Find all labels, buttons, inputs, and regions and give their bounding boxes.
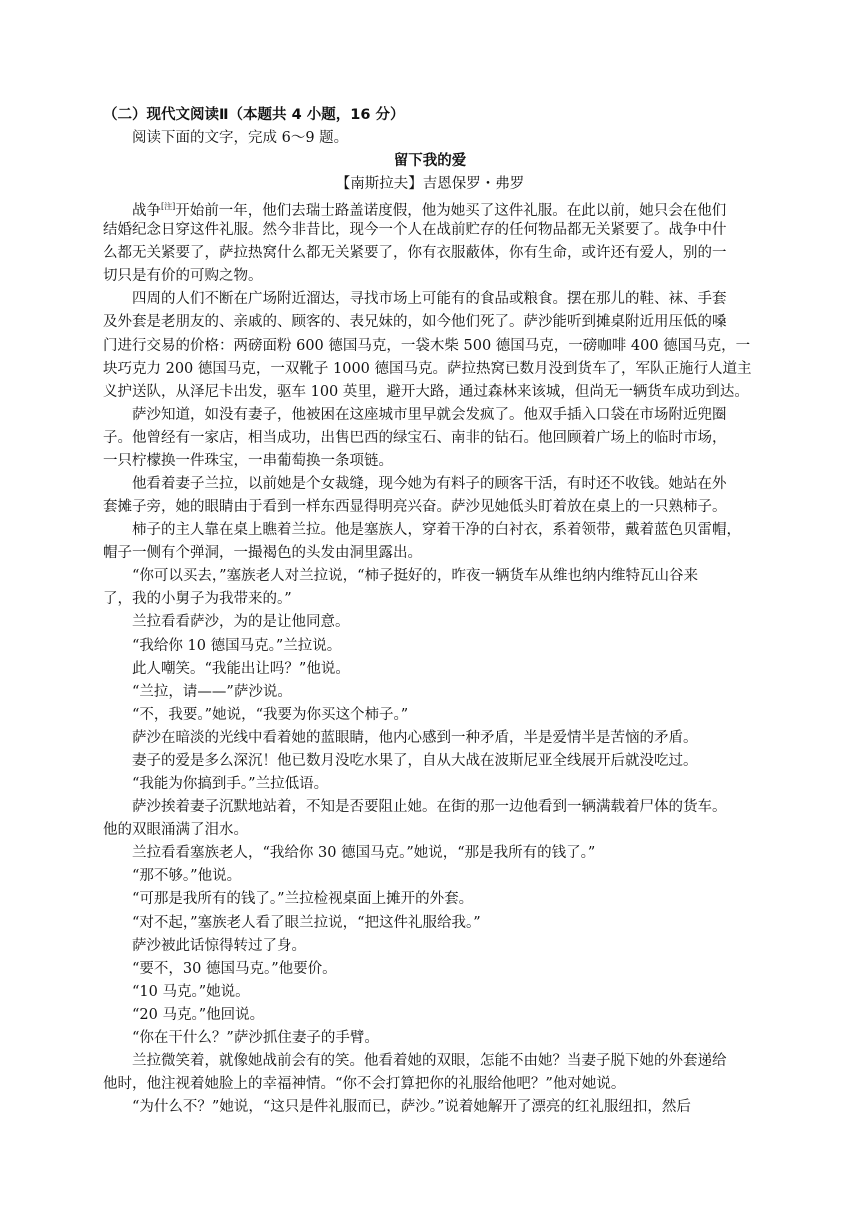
line-text: 兰拉微笑着，就像她战前会有的笑。他看着她的双眼，怎能不由她？当妻子脱下她的外套递给 — [132, 1053, 727, 1069]
line-text: “那不够。”他说。 — [132, 868, 242, 885]
line-text: 他时，他注视着她脸上的幸福神情。“你不会打算把你的礼服给他吧？”他对她说。 — [103, 1076, 626, 1092]
paragraph-line — [132, 888, 860, 910]
line-text: 四周的人们不断在广场附近溜达，寻找市场上可能有的食品或粮食。摆在那儿的鞋、袜、手套 — [132, 291, 727, 308]
section-instruction: 阅读下面的文字，完成 6～9 题。 — [132, 130, 349, 146]
paragraph-line — [103, 265, 860, 287]
paragraph-line — [132, 958, 860, 980]
paragraph-line — [103, 1073, 860, 1095]
line-text: 结婚纪念日穿这件礼服。然今非昔比，现今一个人在战前贮存的任何物品都无关紧要了。战争中什 — [103, 222, 727, 239]
paragraph-line — [132, 796, 860, 818]
section-heading: （二）现代文阅读Ⅱ（本题共 4 小题，16 分） — [103, 107, 405, 123]
paragraph-line — [103, 311, 860, 333]
paragraph-line — [132, 196, 860, 222]
paragraph-line — [103, 496, 860, 518]
paragraph-line — [132, 565, 860, 587]
footnote-mark: [注] — [161, 202, 176, 211]
line-text: “20 马克。”他回说。 — [132, 1006, 265, 1023]
line-text: 兰拉看看塞族老人，“我给你 30 德国马克。”她说，“那是我所有的钱了。” — [132, 845, 596, 862]
paragraph-line — [103, 358, 860, 380]
line-text: 子。他曾经有一家店，相当成功，出售巴西的绿宝石、南非的钻石。他回顾着广场上的临时市场， — [103, 429, 727, 446]
paragraph-line — [103, 381, 860, 403]
line-text: 妻子的爱是多么深沉！他已数月没吃水果了，自从大战在波斯尼亚全线展开后就没吃过。 — [132, 752, 698, 769]
paragraph-line — [132, 773, 860, 795]
line-text: 一只柠檬换一件珠宝，一串葡萄换一条项链。 — [103, 452, 393, 469]
line-text: 开始前一年，他们去瑞士路盖诺度假，他为她买了这件礼服。在此以前，她只会在他们 — [175, 203, 727, 219]
story-title: 留下我的爱 — [393, 152, 467, 169]
paragraph-line — [132, 842, 860, 864]
paragraph-line — [132, 981, 860, 1003]
line-text: 此人嘲笑。“我能出让吗？”他说。 — [132, 660, 350, 677]
paragraph-line — [132, 704, 860, 726]
paragraph-line — [132, 865, 860, 887]
line-text: “为什么不？”她说，“这只是件礼服而已，萨沙。”说着她解开了漂亮的红礼服纽扣，然后 — [132, 1099, 691, 1116]
line-text: “要不，30 德国马克。”他要价。 — [132, 960, 337, 977]
line-text: “兰拉，请——”萨沙说。 — [132, 683, 292, 700]
line-text: 义护送队，从泽尼卡出发，驱车 100 英里，避开大路，通过森林来该城，但尚无一辆货车成功到达。 — [103, 383, 749, 400]
paragraph-line — [103, 335, 860, 357]
paragraph-line — [103, 542, 860, 564]
paragraph-line — [132, 519, 860, 541]
line-text: 帽子一侧有个弹洞，一撮褐色的头发由洞里露出。 — [103, 545, 422, 562]
paragraph-line — [103, 450, 860, 472]
paragraph-line — [103, 242, 860, 264]
line-text: 门进行交易的价格：两磅面粉 600 德国马克，一袋木柴 500 德国马克，一磅咖啡 400 德国马克，一 — [103, 337, 751, 354]
paragraph-line — [132, 1096, 860, 1118]
paragraph-line — [103, 588, 860, 610]
line-text: 他的双眼涌满了泪水。 — [103, 822, 248, 839]
line-text: 兰拉看看萨沙，为的是让他同意。 — [132, 614, 350, 631]
line-text: “我给你 10 德国马克。”兰拉说。 — [132, 637, 342, 654]
line-text: 么都无关紧要了，萨拉热窝什么都无关紧要了，你有衣服蔽体，你有生命，或许还有爱人，别的一 — [103, 245, 727, 262]
paragraph-line — [132, 727, 860, 749]
paragraph-line — [132, 473, 860, 495]
paragraph-line — [132, 681, 860, 703]
paragraph-line — [132, 611, 860, 633]
line-text: “10 马克。”她说。 — [132, 983, 250, 1000]
line-text: “不，我要。”她说，“我要为你买这个柿子。” — [132, 706, 409, 723]
line-text: “对不起，”塞族老人看了眼兰拉说，“把这件礼服给我。” — [132, 914, 481, 931]
story-byline — [0, 173, 860, 195]
paragraph-line — [132, 1004, 860, 1026]
line-text: 切只是有价的可购之物。 — [103, 268, 263, 285]
line-text: 萨沙被此话惊得转过了身。 — [132, 937, 306, 954]
line-text: 他看着妻子兰拉，以前她是个女裁缝，现今她为有料子的顾客干活，有时还不收钱。她站在外 — [132, 476, 727, 492]
author-nationality: 【南斯拉夫】 — [335, 176, 423, 192]
line-text: 萨沙挨着妻子沉默地站着，不知是否要阻止她。在街的那一边他看到一辆满载着尸体的货车。 — [132, 799, 727, 816]
line-text: 块巧克力 200 德国马克，一双靴子 1000 德国马克。萨拉热窝已数月没到货车了，军队正施行人道主 — [103, 360, 752, 377]
paragraph-line — [103, 427, 860, 449]
paragraph-line — [132, 288, 860, 310]
line-prefix: 战争 — [132, 203, 161, 219]
line-text: 了，我的小舅子为我带来的。” — [103, 591, 292, 608]
paragraph-line — [132, 935, 860, 957]
line-text: “你可以买去，”塞族老人对兰拉说，“柿子挺好的，昨夜一辆货车从维也纳内维特瓦山谷来 — [132, 568, 698, 585]
paragraph-line — [132, 1027, 860, 1049]
paragraph-line — [132, 1050, 860, 1072]
paragraph-line — [132, 750, 860, 772]
line-text: “我能为你搞到手。”兰拉低语。 — [132, 776, 329, 792]
line-text: 萨沙知道，如没有妻子，他被困在这座城市里早就会发疯了。他双手插入口袋在市场附近兜圈 — [132, 406, 727, 423]
line-text: 及外套是老朋友的、亲戚的、顾客的、表兄妹的，如今他们死了。萨沙能听到摊桌附近用压低的嗓 — [103, 314, 727, 331]
paragraph-line — [132, 658, 860, 680]
paragraph-line — [103, 219, 860, 241]
paragraph-line — [132, 635, 860, 657]
line-text: 萨沙在暗淡的光线中看着她的蓝眼睛，他内心感到一种矛盾，半是爱情半是苦恼的矛盾。 — [132, 729, 698, 746]
line-text: 柿子的主人靠在桌上瞧着兰拉。他是塞族人，穿着干净的白衬衣，系着领带，戴着蓝色贝雷帽， — [132, 522, 741, 539]
paragraph-line — [132, 912, 860, 934]
paragraph-line — [132, 404, 860, 426]
paragraph-line — [103, 819, 860, 841]
author-name: 吉恩保罗・弗罗 — [422, 176, 525, 192]
line-text: “你在干什么？”萨沙抓住妻子的手臂。 — [132, 1029, 379, 1046]
line-text: “可那是我所有的钱了。”兰拉检视桌面上摊开的外套。 — [132, 891, 474, 908]
line-text: 套摊子旁，她的眼睛由于看到一样东西显得明亮兴奋。萨沙见她低头盯着放在桌上的一只熟柿子。 — [103, 499, 727, 515]
